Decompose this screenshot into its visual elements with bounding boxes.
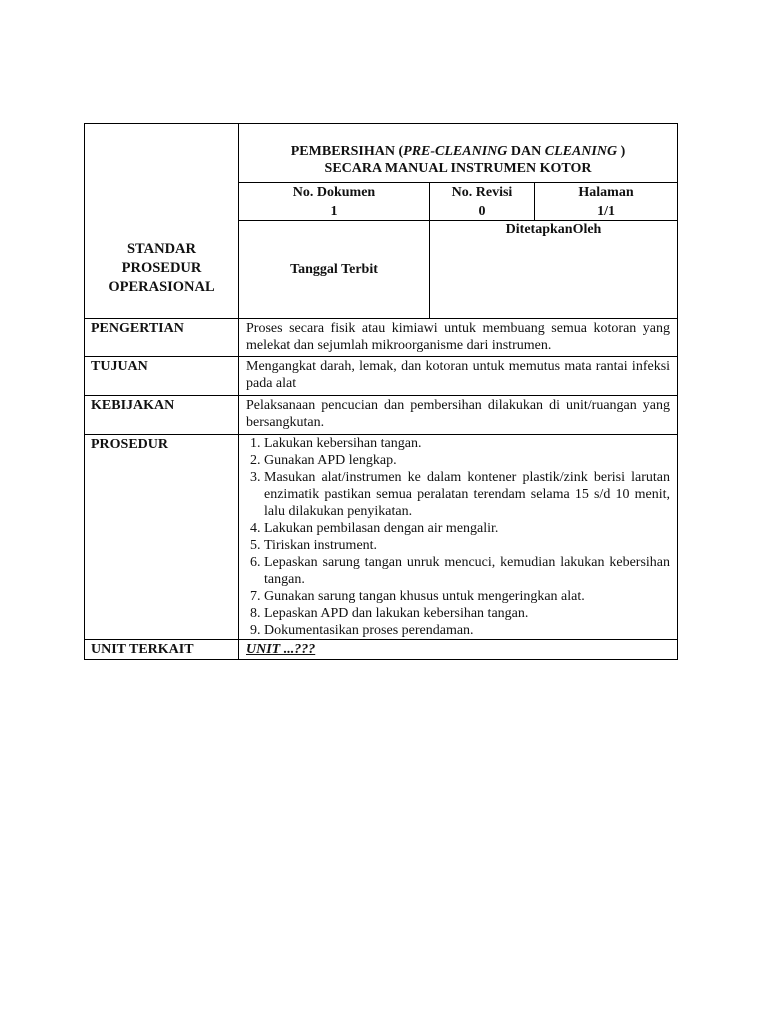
title-prefix: PEMBERSIHAN ( xyxy=(290,144,404,159)
no-revisi-cell xyxy=(430,183,535,221)
halaman-value: 1/1 xyxy=(597,204,615,219)
halaman-label: Halaman xyxy=(578,185,634,200)
prosedur-label: PROSEDUR xyxy=(85,435,239,640)
ditetapkan-label: DitetapkanOleh xyxy=(505,222,602,237)
sop-document xyxy=(84,123,677,660)
sop-label-cell xyxy=(85,124,239,319)
prosedur-steps-cell xyxy=(239,435,678,640)
prosedur-step: 6. Lepaskan sarung tangan unruk mencuci, kemudian lakukan kebersihan tangan. xyxy=(264,554,670,588)
ditetapkan-cell xyxy=(430,221,678,319)
no-revisi-label: No. Revisi xyxy=(451,185,513,200)
prosedur-step: 7. Gunakan sarung tangan khusus untuk mengeringkan alat. xyxy=(264,588,670,605)
unit-terkait-label: UNIT TERKAIT xyxy=(85,640,239,660)
title-cleaning: CLEANING xyxy=(544,144,618,159)
title-line-2: SECARA MANUAL INSTRUMEN KOTOR xyxy=(324,161,592,176)
pengertian-text: Proses secara fisik atau kimiawi untuk membuang semua kotoran yang melekat dan sejumlah mikroorganisme dari instrumen. xyxy=(239,319,678,357)
prosedur-step: 4. Lakukan pembilasan dengan air mengalir. xyxy=(264,520,670,537)
pengertian-label: PENGERTIAN xyxy=(85,319,239,357)
unit-terkait-value: UNIT ...??? xyxy=(239,640,678,660)
kebijakan-text: Pelaksanaan pencucian dan pembersihan dilakukan di unit/ruangan yang bersangkutan. xyxy=(239,396,678,435)
title-pre-cleaning: PRE-CLEANING xyxy=(403,144,508,159)
prosedur-step: 2. Gunakan APD lengkap. xyxy=(264,452,670,469)
tujuan-label: TUJUAN xyxy=(85,357,239,396)
tanggal-terbit-label: Tanggal Terbit xyxy=(290,262,378,277)
title-line-1 xyxy=(239,143,677,160)
no-dokumen-value: 1 xyxy=(330,204,338,219)
prosedur-step: 1. Lakukan kebersihan tangan. xyxy=(264,435,670,452)
no-dokumen-cell xyxy=(239,183,430,221)
prosedur-step: 3. Masukan alat/instrumen ke dalam kontener plastik/zink berisi larutan enzimatik pastikan semua peralatan terendam selama 15 s/d 10 menit, lalu dilakukan penyikatan. xyxy=(264,469,670,520)
prosedur-list xyxy=(246,435,670,639)
halaman-cell xyxy=(535,183,678,221)
title-suffix: ) xyxy=(617,144,626,159)
no-revisi-value: 0 xyxy=(478,204,486,219)
sop-line-2: PROSEDUR xyxy=(121,260,202,276)
prosedur-step: 5. Tiriskan instrument. xyxy=(264,537,670,554)
sop-line-3: OPERASIONAL xyxy=(108,279,215,295)
kebijakan-label: KEBIJAKAN xyxy=(85,396,239,435)
sop-line-1: STANDAR xyxy=(126,241,197,257)
prosedur-step: 8. Lepaskan APD dan lakukan kebersihan tangan. xyxy=(264,605,670,622)
tujuan-text: Mengangkat darah, lemak, dan kotoran untuk memutus mata rantai infeksi pada alat xyxy=(239,357,678,396)
prosedur-step: 9. Dokumentasikan proses perendaman. xyxy=(264,622,670,639)
document-title xyxy=(239,124,678,183)
no-dokumen-label: No. Dokumen xyxy=(292,185,376,200)
tanggal-terbit-cell xyxy=(239,221,430,319)
title-mid: DAN xyxy=(507,144,545,159)
sop-table xyxy=(84,123,678,660)
